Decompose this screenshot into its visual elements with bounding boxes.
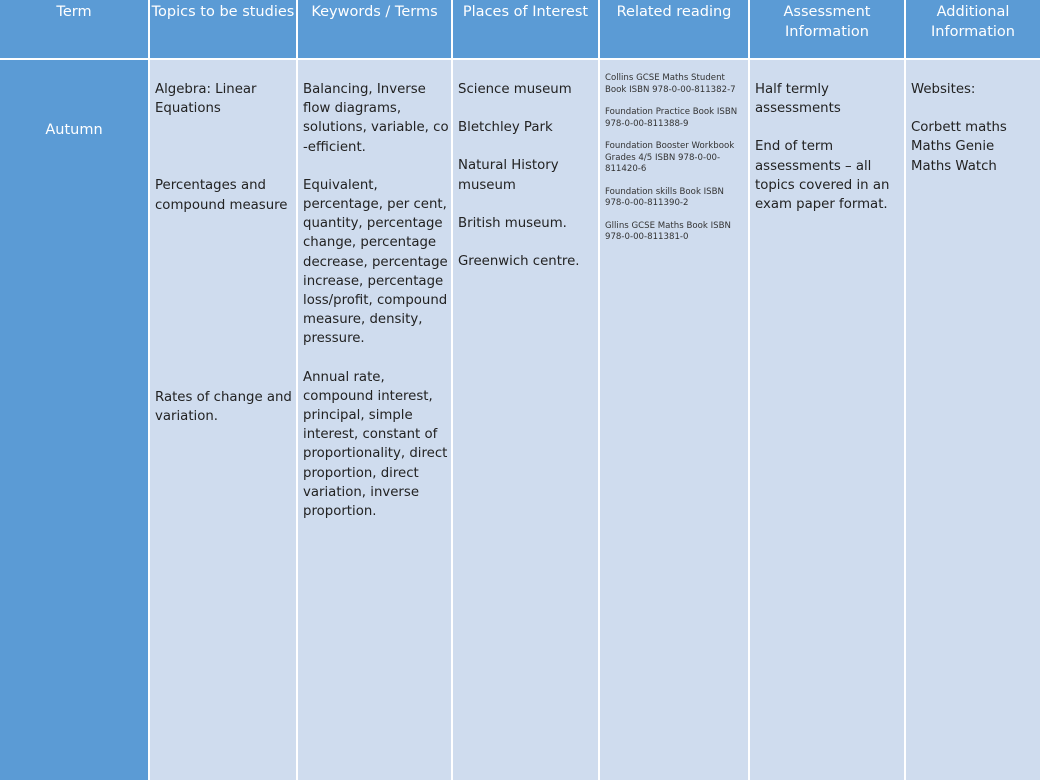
term-cell bbox=[0, 60, 148, 780]
website-link[interactable]: Maths Watch bbox=[911, 158, 997, 174]
keywords-item: Annual rate, compound interest, principal, simple interest, constant of proportionality, direct proportion, direct variation, inverse proportion. bbox=[303, 369, 448, 520]
topic-item: Algebra: Linear Equations bbox=[155, 82, 257, 117]
reading-item: Gllins GCSE Maths Book ISBN 978-0-00-811381-0 bbox=[605, 220, 731, 242]
place-item: Greenwich centre. bbox=[458, 254, 580, 270]
header-reading: Related reading bbox=[600, 0, 748, 58]
reading-item: Foundation Booster Workbook Grades 4/5 ISBN 978-0-00-811420-6 bbox=[605, 141, 735, 174]
reading-item: Foundation skills Book ISBN 978-0-00-811390-2 bbox=[605, 186, 724, 208]
place-item: Natural History museum bbox=[458, 158, 559, 193]
website-link[interactable]: Maths Genie bbox=[911, 139, 995, 155]
keywords-cell bbox=[298, 60, 451, 780]
assessment-item: Half termly assessments bbox=[755, 82, 841, 117]
place-item: Science museum bbox=[458, 82, 572, 97]
header-additional: Additional Information bbox=[906, 0, 1040, 58]
additional-cell bbox=[906, 60, 1040, 780]
keywords-item: Equivalent, percentage, per cent, quantity, percentage change, percentage decrease, percentage increase, percentage loss/profit, compound measure, density, pressure. bbox=[303, 177, 448, 347]
header-topics: Topics to be studies bbox=[150, 0, 296, 58]
keywords-item: Balancing, Inverse flow diagrams, solutions, variable, co -efficient. bbox=[303, 82, 449, 155]
header-assessment: Assessment Information bbox=[750, 0, 904, 58]
header-places: Places of Interest bbox=[453, 0, 598, 58]
topic-item: Rates of change and variation. bbox=[155, 389, 292, 425]
header-keywords: Keywords / Terms bbox=[298, 0, 451, 58]
website-link[interactable]: Corbett maths bbox=[911, 120, 1007, 136]
header-term: Term bbox=[0, 0, 148, 58]
reading-item: Collins GCSE Maths Student Book ISBN 978-0-00-811382-7 bbox=[605, 73, 736, 95]
places-cell bbox=[453, 60, 598, 780]
websites-label: Websites: bbox=[911, 82, 976, 97]
assessment-cell bbox=[750, 60, 904, 780]
term-value: Autumn bbox=[45, 122, 103, 138]
assessment-item: End of term assessments – all topics covered in an exam paper format. bbox=[755, 139, 890, 213]
reading-cell bbox=[600, 60, 748, 780]
topics-cell bbox=[150, 60, 296, 780]
place-item: British museum. bbox=[458, 215, 567, 231]
topic-item: Percentages and compound measure bbox=[155, 178, 288, 213]
place-item: Bletchley Park bbox=[458, 120, 553, 136]
reading-item: Foundation Practice Book ISBN 978-0-00-811388-9 bbox=[605, 107, 738, 129]
